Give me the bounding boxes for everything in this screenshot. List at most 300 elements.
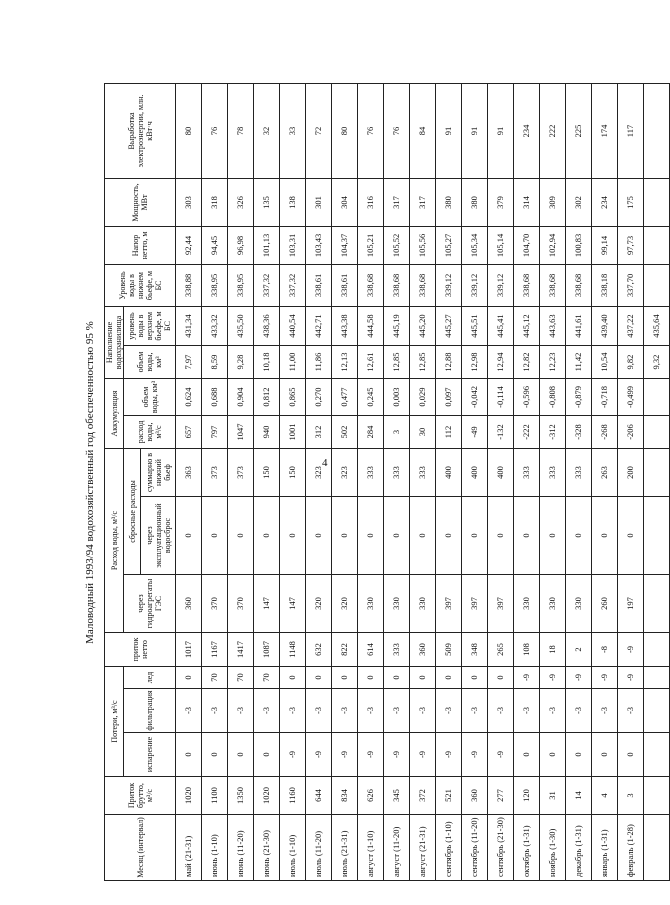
table-row bbox=[618, 83, 644, 880]
cell-lvl: 445,27 bbox=[436, 306, 462, 345]
cell-energy: 117 bbox=[618, 83, 644, 178]
cell-hpp: 370 bbox=[202, 575, 228, 633]
cell-inflow: 14 bbox=[566, 777, 592, 815]
header-power: Мощность, МВт bbox=[105, 178, 176, 226]
cell-month: июнь (11-20) bbox=[228, 815, 254, 881]
header-filtration: фильтрация bbox=[124, 689, 176, 733]
cell-acc-v: -0,499 bbox=[618, 379, 644, 416]
cell-vol: 12,82 bbox=[514, 346, 540, 379]
cell-net: 1167 bbox=[202, 633, 228, 667]
cell-acc-q bbox=[644, 416, 670, 449]
cell-total: 333 bbox=[566, 449, 592, 497]
cell-evap: 0 bbox=[540, 733, 566, 777]
table-row bbox=[332, 83, 358, 880]
cell-month: август (11-20) bbox=[384, 815, 410, 881]
cell-total: 363 bbox=[176, 449, 202, 497]
cell-hpp: 330 bbox=[514, 575, 540, 633]
table-row bbox=[254, 83, 280, 880]
cell-energy: 80 bbox=[332, 83, 358, 178]
cell-power: 301 bbox=[306, 178, 332, 226]
cell-lvl: 442,71 bbox=[306, 306, 332, 345]
header-reservoir-fill: Наполнение водохранилища bbox=[105, 306, 124, 378]
cell-hpp: 330 bbox=[384, 575, 410, 633]
cell-power: 304 bbox=[332, 178, 358, 226]
cell-filt: -3 bbox=[514, 689, 540, 733]
cell-head: 103,43 bbox=[306, 226, 332, 264]
table-row bbox=[462, 83, 488, 880]
cell-filt: -3 bbox=[254, 689, 280, 733]
cell-net: 1017 bbox=[176, 633, 202, 667]
cell-hpp: 397 bbox=[462, 575, 488, 633]
cell-energy: 222 bbox=[540, 83, 566, 178]
cell-lvl: 441,61 bbox=[566, 306, 592, 345]
cell-net: 1417 bbox=[228, 633, 254, 667]
cell-spill: 0 bbox=[280, 497, 306, 575]
cell-month: июль (11-20) bbox=[306, 815, 332, 881]
cell-power: 317 bbox=[410, 178, 436, 226]
cell-net bbox=[644, 633, 670, 667]
cell-head: 97,73 bbox=[618, 226, 644, 264]
cell-acc-q: -312 bbox=[540, 416, 566, 449]
cell-energy: 234 bbox=[514, 83, 540, 178]
cell-vol: 9,32 bbox=[644, 346, 670, 379]
cell-vol: 8,59 bbox=[202, 346, 228, 379]
cell-power: 309 bbox=[540, 178, 566, 226]
cell-spill: 0 bbox=[410, 497, 436, 575]
table-body bbox=[176, 83, 670, 880]
cell-vol: 9,82 bbox=[618, 346, 644, 379]
cell-vol: 12,94 bbox=[488, 346, 514, 379]
cell-acc-v: 0,003 bbox=[384, 379, 410, 416]
cell-acc-v: 0,865 bbox=[280, 379, 306, 416]
cell-inflow: 644 bbox=[306, 777, 332, 815]
cell-ice: 0 bbox=[332, 667, 358, 689]
cell-lvl: 435,64 bbox=[644, 306, 670, 345]
cell-month: июнь (1-10) bbox=[202, 815, 228, 881]
cell-head: 105,21 bbox=[358, 226, 384, 264]
cell-head: 105,56 bbox=[410, 226, 436, 264]
cell-spill: 0 bbox=[618, 497, 644, 575]
cell-power: 379 bbox=[488, 178, 514, 226]
cell-filt bbox=[644, 689, 670, 733]
table-row bbox=[592, 83, 618, 880]
cell-vol: 12,85 bbox=[384, 346, 410, 379]
cell-acc-q: 312 bbox=[306, 416, 332, 449]
cell-acc-v: 0,029 bbox=[410, 379, 436, 416]
cell-head: 104,70 bbox=[514, 226, 540, 264]
cell-tail: 338,95 bbox=[228, 264, 254, 306]
cell-energy: 78 bbox=[228, 83, 254, 178]
cell-filt: -3 bbox=[306, 689, 332, 733]
cell-acc-v: 0,904 bbox=[228, 379, 254, 416]
cell-evap: 0 bbox=[592, 733, 618, 777]
cell-filt: -3 bbox=[202, 689, 228, 733]
cell-month: июнь (21-30) bbox=[254, 815, 280, 881]
cell-lvl: 439,40 bbox=[592, 306, 618, 345]
cell-inflow: 626 bbox=[358, 777, 384, 815]
cell-lvl: 445,51 bbox=[462, 306, 488, 345]
cell-total: 373 bbox=[228, 449, 254, 497]
cell-head: 101,13 bbox=[254, 226, 280, 264]
cell-inflow: 1350 bbox=[228, 777, 254, 815]
cell-ice: -9 bbox=[592, 667, 618, 689]
cell-ice: 70 bbox=[228, 667, 254, 689]
table-row bbox=[384, 83, 410, 880]
cell-net: 2 bbox=[566, 633, 592, 667]
cell-vol: 12,98 bbox=[462, 346, 488, 379]
cell-tail: 338,95 bbox=[202, 264, 228, 306]
cell-evap: 0 bbox=[176, 733, 202, 777]
header-acc-discharge: расход воды, м³/с bbox=[124, 416, 176, 449]
table-row bbox=[488, 83, 514, 880]
cell-power: 175 bbox=[618, 178, 644, 226]
cell-net: 1148 bbox=[280, 633, 306, 667]
cell-ice bbox=[644, 667, 670, 689]
cell-lvl: 438,36 bbox=[254, 306, 280, 345]
cell-hpp bbox=[644, 575, 670, 633]
cell-vol: 10,18 bbox=[254, 346, 280, 379]
cell-evap: 0 bbox=[228, 733, 254, 777]
header-inflow-net: приток нетто bbox=[105, 633, 176, 667]
cell-energy: 91 bbox=[488, 83, 514, 178]
cell-head: 96,98 bbox=[228, 226, 254, 264]
cell-acc-v: 0,688 bbox=[202, 379, 228, 416]
cell-month: сентябрь (1-10) bbox=[436, 815, 462, 881]
header-acc-volume: объем воды, км³ bbox=[124, 379, 176, 416]
cell-month: октябрь (1-31) bbox=[514, 815, 540, 881]
header-res-level: уровень воды в верхнем бьефе, м БС bbox=[124, 306, 176, 345]
cell-spill: 0 bbox=[306, 497, 332, 575]
cell-power: 314 bbox=[514, 178, 540, 226]
cell-vol: 12,23 bbox=[540, 346, 566, 379]
cell-total: 333 bbox=[410, 449, 436, 497]
cell-vol: 12,13 bbox=[332, 346, 358, 379]
table-row bbox=[410, 83, 436, 880]
cell-spill: 0 bbox=[358, 497, 384, 575]
cell-filt: -3 bbox=[332, 689, 358, 733]
cell-total: 400 bbox=[488, 449, 514, 497]
cell-spill: 0 bbox=[228, 497, 254, 575]
cell-inflow: 4 bbox=[592, 777, 618, 815]
cell-hpp: 330 bbox=[358, 575, 384, 633]
cell-hpp: 330 bbox=[410, 575, 436, 633]
table-row bbox=[202, 83, 228, 880]
cell-ice: 0 bbox=[410, 667, 436, 689]
table-row bbox=[540, 83, 566, 880]
cell-spill: 0 bbox=[384, 497, 410, 575]
cell-inflow bbox=[644, 777, 670, 815]
cell-vol: 11,86 bbox=[306, 346, 332, 379]
cell-net: 509 bbox=[436, 633, 462, 667]
cell-acc-q: -268 bbox=[592, 416, 618, 449]
cell-hpp: 260 bbox=[592, 575, 618, 633]
cell-acc-v: -0,596 bbox=[514, 379, 540, 416]
cell-power: 303 bbox=[176, 178, 202, 226]
cell-lvl: 445,19 bbox=[384, 306, 410, 345]
cell-month: июль (21-31) bbox=[332, 815, 358, 881]
cell-spill: 0 bbox=[176, 497, 202, 575]
cell-head: 103,31 bbox=[280, 226, 306, 264]
cell-net: 822 bbox=[332, 633, 358, 667]
cell-lvl: 437,22 bbox=[618, 306, 644, 345]
cell-acc-q: 502 bbox=[332, 416, 358, 449]
cell-acc-q: -49 bbox=[462, 416, 488, 449]
cell-power: 234 bbox=[592, 178, 618, 226]
table-row bbox=[306, 83, 332, 880]
cell-inflow: 120 bbox=[514, 777, 540, 815]
cell-tail: 337,70 bbox=[618, 264, 644, 306]
cell-tail: 338,61 bbox=[332, 264, 358, 306]
cell-filt: -3 bbox=[592, 689, 618, 733]
cell-net: 614 bbox=[358, 633, 384, 667]
cell-ice: -9 bbox=[514, 667, 540, 689]
cell-head: 105,52 bbox=[384, 226, 410, 264]
cell-power: 316 bbox=[358, 178, 384, 226]
cell-energy bbox=[644, 83, 670, 178]
cell-total: 400 bbox=[436, 449, 462, 497]
header-inflow-gross: Приток брутто, м³/с bbox=[105, 777, 176, 815]
cell-acc-v: -0,879 bbox=[566, 379, 592, 416]
cell-acc-q: 1047 bbox=[228, 416, 254, 449]
cell-acc-v: -0,042 bbox=[462, 379, 488, 416]
cell-power: 318 bbox=[202, 178, 228, 226]
cell-total: 333 bbox=[540, 449, 566, 497]
cell-energy: 91 bbox=[462, 83, 488, 178]
cell-spill: 0 bbox=[462, 497, 488, 575]
header-months: Месяц (интервал) bbox=[105, 815, 176, 881]
cell-acc-q: 797 bbox=[202, 416, 228, 449]
cell-evap: -9 bbox=[332, 733, 358, 777]
cell-filt: -3 bbox=[540, 689, 566, 733]
cell-ice: 70 bbox=[202, 667, 228, 689]
cell-net: -8 bbox=[592, 633, 618, 667]
cell-acc-v: 0,812 bbox=[254, 379, 280, 416]
cell-evap: -9 bbox=[280, 733, 306, 777]
cell-spill bbox=[644, 497, 670, 575]
cell-power: 326 bbox=[228, 178, 254, 226]
page-number: 4 bbox=[322, 457, 328, 469]
cell-total: 333 bbox=[384, 449, 410, 497]
cell-net: 348 bbox=[462, 633, 488, 667]
cell-tail: 338,68 bbox=[384, 264, 410, 306]
cell-inflow: 1160 bbox=[280, 777, 306, 815]
cell-evap: -9 bbox=[436, 733, 462, 777]
cell-spill: 0 bbox=[436, 497, 462, 575]
cell-month: февраль (1-28) bbox=[618, 815, 644, 881]
cell-head: 92,44 bbox=[176, 226, 202, 264]
cell-acc-v: -0,114 bbox=[488, 379, 514, 416]
cell-vol: 12,88 bbox=[436, 346, 462, 379]
cell-lvl: 433,32 bbox=[202, 306, 228, 345]
cell-tail: 338,68 bbox=[566, 264, 592, 306]
cell-power: 302 bbox=[566, 178, 592, 226]
cell-lvl: 443,63 bbox=[540, 306, 566, 345]
cell-month: январь (1-31) bbox=[592, 815, 618, 881]
cell-inflow: 521 bbox=[436, 777, 462, 815]
cell-energy: 76 bbox=[358, 83, 384, 178]
cell-month: июль (1-10) bbox=[280, 815, 306, 881]
header-via-hpp: через гидроагрегаты ГЭС bbox=[124, 575, 176, 633]
cell-lvl: 445,20 bbox=[410, 306, 436, 345]
table-row bbox=[358, 83, 384, 880]
cell-acc-v: -0,718 bbox=[592, 379, 618, 416]
cell-net: 360 bbox=[410, 633, 436, 667]
cell-inflow: 277 bbox=[488, 777, 514, 815]
cell-filt: -3 bbox=[384, 689, 410, 733]
cell-ice: 70 bbox=[254, 667, 280, 689]
cell-power: 135 bbox=[254, 178, 280, 226]
cell-total: 373 bbox=[202, 449, 228, 497]
cell-inflow: 1020 bbox=[176, 777, 202, 815]
table-row bbox=[228, 83, 254, 880]
cell-ice: -9 bbox=[540, 667, 566, 689]
cell-month: август (1-10) bbox=[358, 815, 384, 881]
cell-acc-v: 0,270 bbox=[306, 379, 332, 416]
cell-power: 380 bbox=[436, 178, 462, 226]
header-head: Напор нетто, м bbox=[105, 226, 176, 264]
cell-spill: 0 bbox=[592, 497, 618, 575]
cell-total bbox=[644, 449, 670, 497]
cell-tail: 338,68 bbox=[540, 264, 566, 306]
cell-inflow: 1020 bbox=[254, 777, 280, 815]
cell-evap bbox=[644, 733, 670, 777]
cell-inflow: 31 bbox=[540, 777, 566, 815]
cell-month: сентябрь (11-20) bbox=[462, 815, 488, 881]
cell-lvl: 444,58 bbox=[358, 306, 384, 345]
cell-inflow: 360 bbox=[462, 777, 488, 815]
cell-net: 18 bbox=[540, 633, 566, 667]
cell-evap: -9 bbox=[306, 733, 332, 777]
cell-tail: 338,68 bbox=[410, 264, 436, 306]
cell-head bbox=[644, 226, 670, 264]
cell-ice: 0 bbox=[436, 667, 462, 689]
cell-vol: 10,54 bbox=[592, 346, 618, 379]
cell-evap: 0 bbox=[566, 733, 592, 777]
cell-filt: -3 bbox=[280, 689, 306, 733]
header-tail-level: Уровень воды в нижнем бьефе, м БС bbox=[105, 264, 176, 306]
cell-filt: -3 bbox=[566, 689, 592, 733]
cell-vol: 11,42 bbox=[566, 346, 592, 379]
cell-lvl: 435,50 bbox=[228, 306, 254, 345]
cell-acc-v: 0,624 bbox=[176, 379, 202, 416]
cell-lvl: 431,34 bbox=[176, 306, 202, 345]
cell-hpp: 330 bbox=[540, 575, 566, 633]
header-discharge: Расход воды, м³/с bbox=[105, 449, 124, 633]
cell-hpp: 320 bbox=[332, 575, 358, 633]
table-row bbox=[280, 83, 306, 880]
cell-head: 104,37 bbox=[332, 226, 358, 264]
header-accumulation: Аккумуляция bbox=[105, 379, 124, 449]
table-row bbox=[436, 83, 462, 880]
cell-energy: 72 bbox=[306, 83, 332, 178]
cell-filt: -3 bbox=[488, 689, 514, 733]
cell-filt: -3 bbox=[228, 689, 254, 733]
cell-lvl: 443,38 bbox=[332, 306, 358, 345]
cell-vol: 11,00 bbox=[280, 346, 306, 379]
cell-head: 102,94 bbox=[540, 226, 566, 264]
cell-acc-q: -328 bbox=[566, 416, 592, 449]
cell-hpp: 360 bbox=[176, 575, 202, 633]
cell-total: 400 bbox=[462, 449, 488, 497]
cell-total: 323 bbox=[332, 449, 358, 497]
cell-net: 632 bbox=[306, 633, 332, 667]
cell-tail: 338,68 bbox=[514, 264, 540, 306]
cell-energy: 76 bbox=[384, 83, 410, 178]
cell-hpp: 147 bbox=[254, 575, 280, 633]
cell-ice: 0 bbox=[306, 667, 332, 689]
table-row bbox=[176, 83, 202, 880]
header-res-volume: объем воды, км³ bbox=[124, 346, 176, 379]
cell-month: май (21-31) bbox=[176, 815, 202, 881]
cell-power: 317 bbox=[384, 178, 410, 226]
cell-hpp: 320 bbox=[306, 575, 332, 633]
table-row bbox=[566, 83, 592, 880]
cell-hpp: 197 bbox=[618, 575, 644, 633]
cell-tail: 337,32 bbox=[280, 264, 306, 306]
cell-ice: -9 bbox=[618, 667, 644, 689]
cell-acc-q: 112 bbox=[436, 416, 462, 449]
cell-net: 108 bbox=[514, 633, 540, 667]
cell-month: декабрь (1-31) bbox=[566, 815, 592, 881]
cell-energy: 80 bbox=[176, 83, 202, 178]
cell-acc-v: -0,808 bbox=[540, 379, 566, 416]
reservoir-balance-table bbox=[104, 83, 670, 881]
cell-total: 263 bbox=[592, 449, 618, 497]
cell-filt: -3 bbox=[436, 689, 462, 733]
header-energy: Выработка электроэнергии, млн. кВт·ч bbox=[105, 83, 176, 178]
cell-spill: 0 bbox=[254, 497, 280, 575]
cell-total: 323 bbox=[306, 449, 332, 497]
cell-energy: 84 bbox=[410, 83, 436, 178]
cell-acc-q: 3 bbox=[384, 416, 410, 449]
cell-evap: 0 bbox=[254, 733, 280, 777]
cell-ice: 0 bbox=[358, 667, 384, 689]
cell-acc-q: -132 bbox=[488, 416, 514, 449]
cell-total: 150 bbox=[280, 449, 306, 497]
cell-net: 1087 bbox=[254, 633, 280, 667]
header-total-downstream: суммарно в нижний бьеф bbox=[141, 449, 176, 497]
cell-energy: 91 bbox=[436, 83, 462, 178]
cell-energy: 225 bbox=[566, 83, 592, 178]
cell-total: 150 bbox=[254, 449, 280, 497]
cell-energy: 76 bbox=[202, 83, 228, 178]
cell-acc-v: 0,097 bbox=[436, 379, 462, 416]
cell-filt: -3 bbox=[618, 689, 644, 733]
cell-hpp: 397 bbox=[436, 575, 462, 633]
cell-acc-q: 940 bbox=[254, 416, 280, 449]
cell-head: 105,34 bbox=[462, 226, 488, 264]
cell-evap: 0 bbox=[514, 733, 540, 777]
cell-lvl: 440,54 bbox=[280, 306, 306, 345]
cell-filt: -3 bbox=[358, 689, 384, 733]
cell-inflow: 834 bbox=[332, 777, 358, 815]
cell-spill: 0 bbox=[332, 497, 358, 575]
cell-total: 333 bbox=[358, 449, 384, 497]
cell-acc-v bbox=[644, 379, 670, 416]
cell-tail: 337,32 bbox=[254, 264, 280, 306]
cell-evap: -9 bbox=[488, 733, 514, 777]
cell-head: 100,83 bbox=[566, 226, 592, 264]
cell-month: август (21-31) bbox=[410, 815, 436, 881]
cell-filt: -3 bbox=[410, 689, 436, 733]
cell-acc-q: 30 bbox=[410, 416, 436, 449]
cell-acc-q: -222 bbox=[514, 416, 540, 449]
cell-net: 333 bbox=[384, 633, 410, 667]
cell-spill: 0 bbox=[566, 497, 592, 575]
cell-vol: 12,61 bbox=[358, 346, 384, 379]
cell-acc-q: 1001 bbox=[280, 416, 306, 449]
cell-hpp: 397 bbox=[488, 575, 514, 633]
